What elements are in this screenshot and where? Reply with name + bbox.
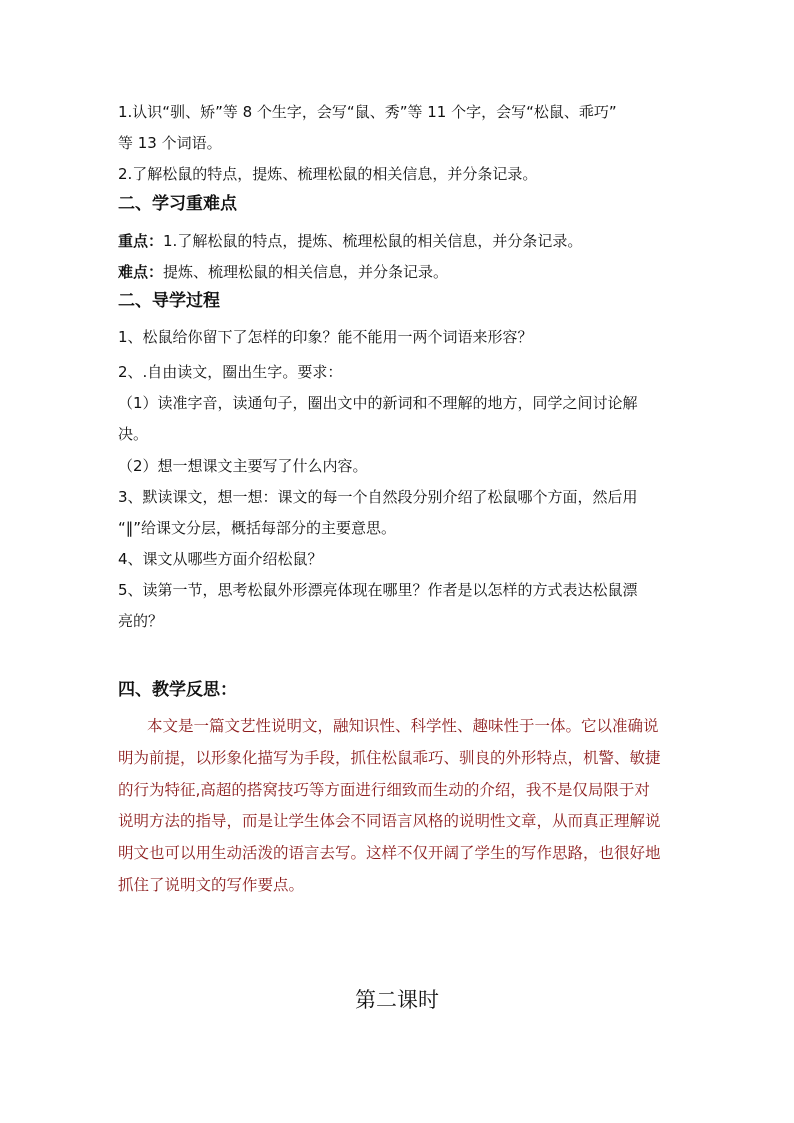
question-1: 1、松鼠给你留下了怎样的印象？能不能用一两个词语来形容？ — [118, 328, 533, 346]
objective-2: 2.了解松鼠的特点，提炼、梳理松鼠的相关信息，并分条记录。 — [118, 165, 538, 183]
question-3-line-2: “‖”给课文分层，概括每部分的主要意思。 — [118, 519, 397, 537]
objective-1-line-1: 1.认识“驯、矫”等 8 个生字，会写“鼠、秀”等 11 个字，会写“松鼠、乖巧” — [118, 103, 617, 121]
question-2-sub-1-line-2: 决。 — [118, 425, 149, 443]
key-point-text: 1.了解松鼠的特点，提炼、梳理松鼠的相关信息，并分条记录。 — [163, 232, 583, 250]
reflection-line-5: 明文也可以用生动活泼的语言去写。这样不仅开阔了学生的写作思路，也很好地 — [118, 844, 661, 862]
hard-point — [118, 262, 448, 282]
section-heading-process: 二、导学过程 — [118, 291, 220, 311]
section-heading-reflection: 四、教学反思： — [118, 680, 237, 700]
question-2: 2、.自由读文，圈出生字。要求： — [118, 363, 343, 381]
objective-1-line-2: 等 13 个词语。 — [118, 134, 222, 152]
key-point — [118, 231, 582, 251]
question-2-sub-2: （2）想一想课文主要写了什么内容。 — [118, 457, 368, 475]
question-4: 4、课文从哪些方面介绍松鼠？ — [118, 550, 323, 568]
reflection-line-3: 的行为特征,高超的搭窝技巧等方面进行细致而生动的介绍，我不是仅局限于对 — [118, 781, 650, 799]
reflection-line-2: 明为前提，以形象化描写为手段，抓住松鼠乖巧、驯良的外形特点，机警、敏捷 — [118, 749, 661, 767]
reflection-line-4: 说明方法的指导，而是让学生体会不同语言风格的说明性文章，从而真正理解说 — [118, 812, 661, 830]
next-lesson-title: 第二课时 — [355, 988, 439, 1012]
question-3-line-1: 3、默读课文，想一想：课文的每一个自然段分别介绍了松鼠哪个方面，然后用 — [118, 488, 638, 506]
question-2-sub-1-line-1: （1）读准字音，读通句子，圈出文中的新词和不理解的地方，同学之间讨论解 — [118, 394, 638, 412]
key-point-label: 重点： — [118, 232, 164, 250]
question-5-line-2: 亮的？ — [118, 612, 164, 630]
hard-point-text: 提炼、梳理松鼠的相关信息，并分条记录。 — [163, 263, 449, 281]
hard-point-label: 难点： — [118, 263, 164, 281]
question-5-line-1: 5、读第一节，思考松鼠外形漂亮体现在哪里？作者是以怎样的方式表达松鼠漂 — [118, 581, 638, 599]
section-heading-difficulty: 二、学习重难点 — [118, 194, 237, 214]
reflection-line-1: 本文是一篇文艺性说明文，融知识性、科学性、趣味性于一体。它以准确说 — [147, 717, 659, 735]
reflection-line-6: 抓住了说明文的写作要点。 — [118, 876, 305, 894]
